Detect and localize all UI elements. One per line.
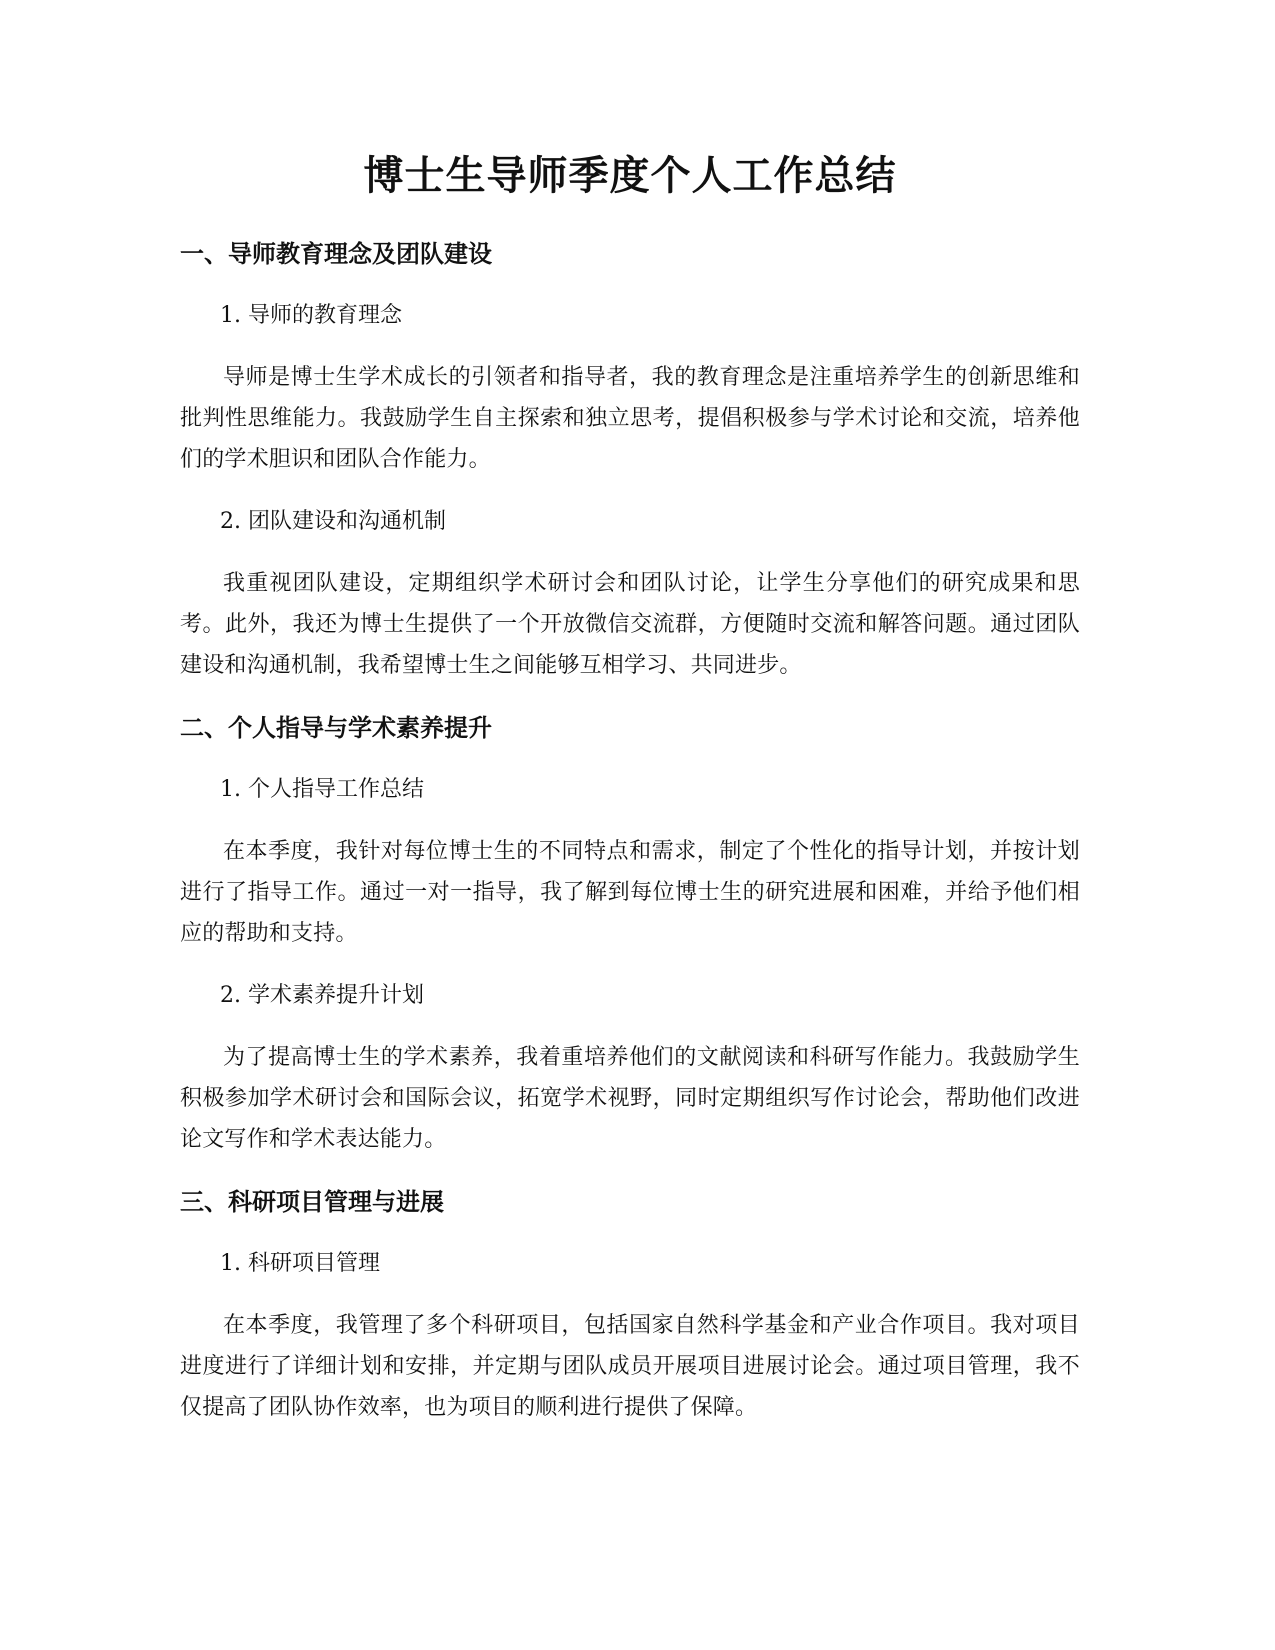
section-1 xyxy=(180,234,1080,686)
paragraph: 为了提高博士生的学术素养，我着重培养他们的文献阅读和科研写作能力。我鼓励学生积极参加学术研讨会和国际会议，拓宽学术视野，同时定期组织写作讨论会，帮助他们改进论文写作和学术表达能力。 xyxy=(180,1045,1080,1152)
paragraph: 在本季度，我针对每位博士生的不同特点和需求，制定了个性化的指导计划，并按计划进行了指导工作。通过一对一指导，我了解到每位博士生的研究进展和困难，并给予他们相应的帮助和支持。 xyxy=(180,839,1080,946)
subsection-heading: 2. 团队建设和沟通机制 xyxy=(220,509,446,534)
paragraph: 导师是博士生学术成长的引领者和指导者，我的教育理念是注重培养学生的创新思维和批判性思维能力。我鼓励学生自主探索和独立思考，提倡积极参与学术讨论和交流，培养他们的学术胆识和团队合作能力。 xyxy=(180,365,1080,472)
section-heading: 一、导师教育理念及团队建设 xyxy=(180,240,492,268)
paragraph: 在本季度，我管理了多个科研项目，包括国家自然科学基金和产业合作项目。我对项目进度进行了详细计划和安排，并定期与团队成员开展项目进展讨论会。通过项目管理，我不仅提高了团队协作效率，也为项目的顺利进行提供了保障。 xyxy=(180,1313,1080,1420)
subsection-heading: 1. 科研项目管理 xyxy=(220,1251,380,1276)
document-title: 博士生导师季度个人工作总结 xyxy=(363,153,897,199)
subsection-heading: 1. 个人指导工作总结 xyxy=(220,777,424,802)
subsection-heading: 2. 学术素养提升计划 xyxy=(220,983,424,1008)
section-3 xyxy=(180,1182,1080,1428)
paragraph: 我重视团队建设，定期组织学术研讨会和团队讨论，让学生分享他们的研究成果和思考。此外，我还为博士生提供了一个开放微信交流群，方便随时交流和解答问题。通过团队建设和沟通机制，我希望博士生之间能够互相学习、共同进步。 xyxy=(180,571,1080,678)
section-2 xyxy=(180,708,1080,1160)
section-heading: 二、个人指导与学术素养提升 xyxy=(180,714,492,742)
subsection-heading: 1. 导师的教育理念 xyxy=(220,303,402,328)
section-heading: 三、科研项目管理与进展 xyxy=(180,1188,444,1216)
